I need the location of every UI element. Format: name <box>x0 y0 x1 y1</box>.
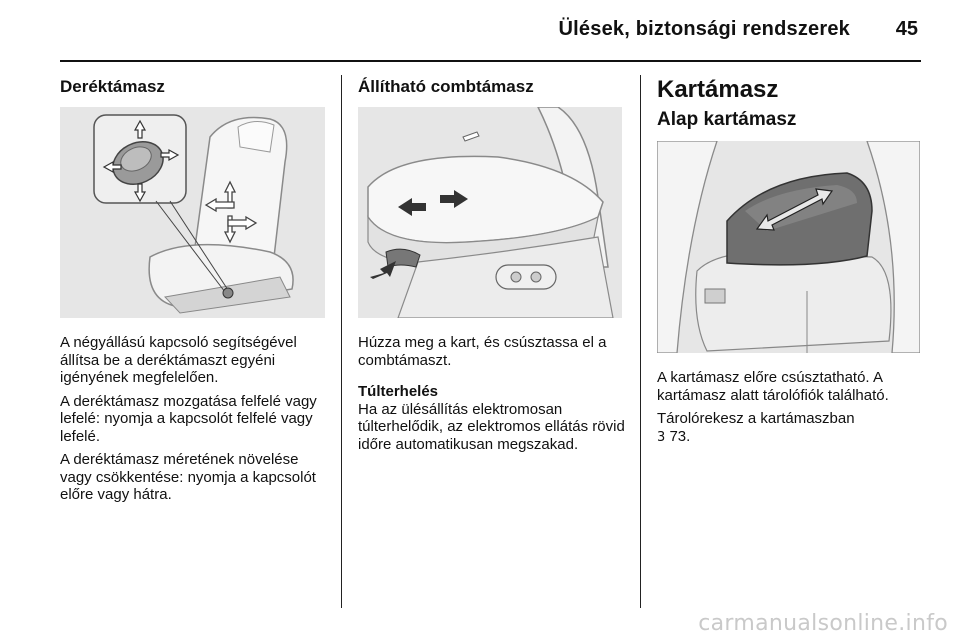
header-rule <box>60 60 921 62</box>
lumbar-support-figure <box>60 107 325 318</box>
page-reference-link[interactable]: 73. <box>665 427 691 445</box>
page-reference-arrow-icon: 3 <box>657 429 666 445</box>
lumbar-paragraph-3: A deréktámasz méretének növelése vagy csökkentése: nyomja a kapcsolót előre vagy hátra. <box>60 451 316 503</box>
armrest-figure <box>657 141 920 353</box>
section-heading-armrest: Kartámasz <box>657 76 779 103</box>
armrest-paragraph-2: Tárolórekesz a kartámaszban <box>657 410 855 427</box>
section-heading-thigh: Állítható combtámasz <box>358 77 534 96</box>
column-armrest <box>657 76 923 452</box>
armrest-icon <box>657 141 920 353</box>
overload-text: Ha az ülésállítás elektromosan túlterhelődik, az elektromos ellátás rövid időre automatikusan megszakad. <box>358 400 625 453</box>
column-divider-2 <box>640 75 641 608</box>
column-divider-1 <box>341 75 342 608</box>
lumbar-paragraph-1: A négyállású kapcsoló segítségével állítsa be a deréktámaszt egyéni igényének megfelelően. <box>60 334 297 386</box>
overload-block <box>358 383 626 453</box>
page-header-title: Ülések, biztonsági rendszerek <box>558 18 850 40</box>
column-thigh-support <box>358 76 626 453</box>
overload-heading: Túlterhelés <box>358 383 439 400</box>
armrest-reference <box>657 428 923 447</box>
armrest-paragraph-1: A kartámasz előre csúsztatható. A kartámasz alatt tárolófiók található. <box>657 369 889 404</box>
watermark: carmanualsonline.info <box>698 611 948 636</box>
lumbar-paragraph-2: A deréktámasz mozgatása felfelé vagy lefelé: nyomja a kapcsolót felfelé vagy lefelé. <box>60 392 317 445</box>
page-number: 45 <box>895 18 918 40</box>
thigh-paragraph: Húzza meg a kart, és csúsztassa el a combtámaszt. <box>358 334 607 369</box>
column-lumbar-support <box>60 76 328 510</box>
section-heading-lumbar: Deréktámasz <box>60 77 165 96</box>
thigh-support-icon <box>358 107 622 318</box>
lumbar-switch-icon <box>60 107 325 318</box>
subheading-basic-armrest: Alap kartámasz <box>657 109 797 130</box>
thigh-support-figure <box>358 107 622 318</box>
